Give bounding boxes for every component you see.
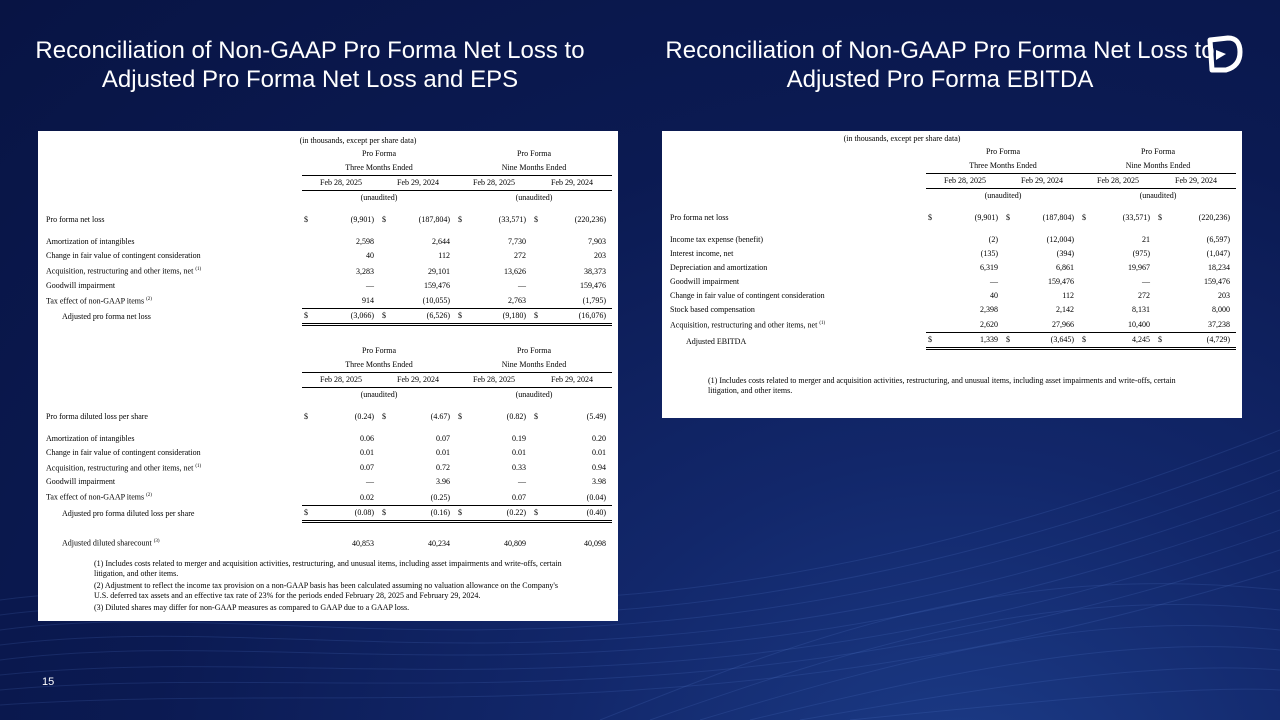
- footnote: (1) Includes costs related to merger and acquisition activities, restructuring, and unusual items, including asset impairments and write-offs, certain litigation, and other items.: [94, 558, 562, 578]
- group-header: Pro Forma: [362, 345, 396, 355]
- table-row: Pro forma net loss $ (9,901) $ (187,804) $ (33,571) $ (220,236): [46, 215, 606, 224]
- date-header: Feb 29, 2024: [532, 372, 612, 387]
- table-row: Goodwill impairment — 159,476 — 159,476: [670, 277, 1230, 286]
- table-row: Adjusted pro forma net loss $ (3,066) $ (6,526) $ (9,180) $ (16,076): [44, 308, 612, 324]
- table-row: Goodwill impairment — 3.96 — 3.98: [46, 477, 606, 487]
- net-loss-table: [44, 147, 612, 326]
- table-row: Adjusted EBITDA $ 1,339 $ (3,645) $ 4,245 $ (4,729): [668, 333, 1236, 349]
- table-row: Amortization of intangibles 0.06 0.07 0.19 0.20: [46, 433, 606, 443]
- date-header: Feb 29, 2024: [1004, 174, 1080, 189]
- table-row: Depreciation and amortization 6,319 6,861 19,967 18,234: [670, 263, 1230, 272]
- footnotes: [44, 559, 612, 613]
- period-header: Nine Months Ended: [456, 161, 612, 176]
- group-header: Pro Forma: [1141, 147, 1175, 156]
- table-row: Stock based compensation 2,398 2,142 8,131 8,000: [670, 305, 1230, 314]
- date-header: Feb 28, 2025: [456, 372, 532, 387]
- ebitda-table: [668, 145, 1236, 350]
- table-caption: (in thousands, except per share data): [299, 136, 417, 145]
- eps-table: [44, 344, 612, 551]
- unaudited-label: (unaudited): [1139, 191, 1177, 200]
- date-header: Feb 29, 2024: [380, 176, 456, 191]
- table-row: Acquisition, restructuring and other items, net $^{(1)}$ 0.07 0.72 0.33 0.94: [46, 463, 606, 473]
- footnote: (2) Adjustment to reflect the income tax provision on a non-GAAP basis has been calculated assuming no valuation allowance on the Company's U.S. deferred tax assets and an effective tax rate of 23% for the periods ended February 28, 2025 and February 29, 2024.: [94, 580, 558, 600]
- period-header: Three Months Ended: [926, 159, 1080, 174]
- group-header: Pro Forma: [517, 345, 551, 355]
- group-header: Pro Forma: [362, 149, 396, 158]
- table-caption: (in thousands, except per share data): [843, 134, 961, 143]
- table-row: Amortization of intangibles 2,598 2,644 7,730 7,903: [46, 237, 606, 246]
- period-header: Nine Months Ended: [1080, 159, 1236, 174]
- table-row: Adjusted pro forma diluted loss per share $ (0.08) $ (0.16) $ (0.22) $ (0.40): [44, 505, 612, 521]
- period-header: Nine Months Ended: [456, 358, 612, 373]
- right-reconciliation-panel: [662, 131, 1242, 418]
- date-header: Feb 29, 2024: [532, 176, 612, 191]
- table-row: Change in fair value of contingent consideration 40 112 272 203: [46, 251, 606, 260]
- brand-logo-icon: [1200, 30, 1248, 78]
- group-header: Pro Forma: [517, 149, 551, 158]
- group-header: Pro Forma: [986, 147, 1020, 156]
- table-row: Change in fair value of contingent consideration 40 112 272 203: [670, 291, 1230, 300]
- table-row: Income tax expense (benefit) (2) (12,004) 21 (6,597): [670, 235, 1230, 244]
- footnotes: [668, 376, 1236, 396]
- table-row: Change in fair value of contingent consideration 0.01 0.01 0.01 0.01: [46, 447, 606, 457]
- table-row: Pro forma net loss $ (9,901) $ (187,804) $ (33,571) $ (220,236): [670, 213, 1230, 222]
- table-row: Interest income, net (135) (394) (975) (1,047): [670, 249, 1230, 258]
- date-header: Feb 28, 2025: [456, 176, 532, 191]
- table-row: Pro forma diluted loss per share $ (0.24) $ (4.67) $ (0.82) $ (5.49): [46, 411, 606, 421]
- date-header: Feb 28, 2025: [926, 174, 1004, 189]
- table-row: Acquisition, restructuring and other items, net $^{(1)}$ 2,620 27,966 10,400 37,238: [668, 317, 1236, 333]
- footnote: (1) Includes costs related to merger and acquisition activities, restructuring, and unusual items, including asset impairments and write-offs, certain litigation, and other items.: [708, 376, 1176, 396]
- unaudited-label: (unaudited): [360, 193, 398, 202]
- unaudited-label: (unaudited): [984, 191, 1022, 200]
- period-header: Three Months Ended: [302, 161, 456, 176]
- table-row: Acquisition, restructuring and other items, net $^{(1)}$ 3,283 29,101 13,626 38,373: [46, 266, 606, 276]
- table-row: Tax effect of non-GAAP items $^{(2)}$ 0.02 (0.25) 0.07 (0.04): [44, 489, 612, 505]
- date-header: Feb 29, 2024: [1156, 174, 1236, 189]
- date-header: Feb 29, 2024: [380, 372, 456, 387]
- slide-title-left: Reconciliation of Non-GAAP Pro Forma Net Loss to Adjusted Pro Forma Net Loss and EPS: [35, 37, 585, 93]
- table-row: Adjusted diluted sharecount $^{(3)}$ 40,853 40,234 40,809 40,098: [62, 538, 606, 548]
- unaudited-label: (unaudited): [360, 389, 398, 399]
- table-row: Goodwill impairment — 159,476 — 159,476: [46, 280, 606, 290]
- unaudited-label: (unaudited): [515, 193, 553, 202]
- footnote: (3) Diluted shares may differ for non-GAAP measures as compared to GAAP due to a GAAP loss.: [94, 602, 410, 612]
- left-reconciliation-panel: [38, 131, 618, 621]
- period-header: Three Months Ended: [302, 358, 456, 373]
- unaudited-label: (unaudited): [515, 389, 553, 399]
- page-number: 15: [42, 676, 55, 688]
- date-header: Feb 28, 2025: [302, 176, 380, 191]
- table-row: Tax effect of non-GAAP items $^{(2)}$ 914 (10,055) 2,763 (1,795): [44, 293, 612, 309]
- date-header: Feb 28, 2025: [1080, 174, 1156, 189]
- date-header: Feb 28, 2025: [302, 372, 380, 387]
- slide-title-right: Reconciliation of Non-GAAP Pro Forma Net Loss to Adjusted Pro Forma EBITDA: [665, 37, 1215, 93]
